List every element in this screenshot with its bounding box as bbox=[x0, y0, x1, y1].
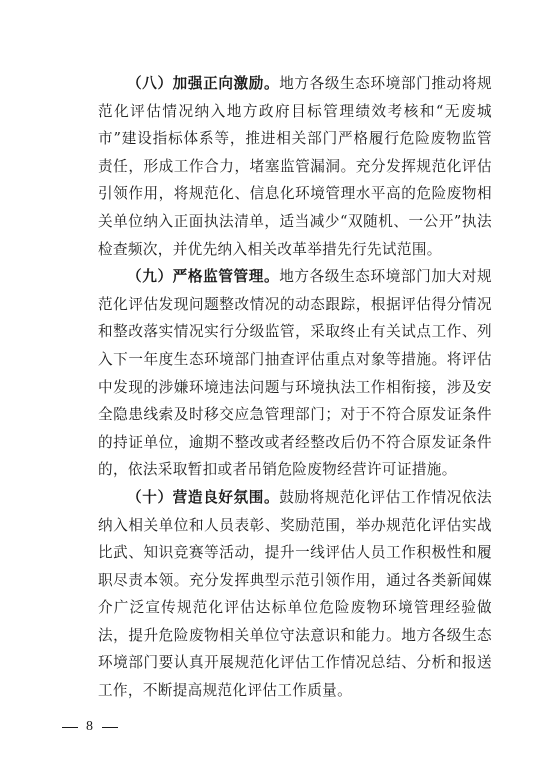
document-body bbox=[98, 70, 492, 705]
left-dash bbox=[62, 727, 78, 728]
section-9-heading: （九）严格监管管理。 bbox=[127, 268, 280, 286]
section-10-heading: （十）营造良好氛围。 bbox=[127, 488, 280, 506]
page-number: 8 bbox=[86, 719, 94, 734]
section-8-paragraph bbox=[98, 70, 492, 263]
section-8-heading: （八）加强正向激励。 bbox=[127, 75, 280, 92]
right-dash bbox=[102, 727, 118, 728]
section-10-paragraph bbox=[98, 484, 492, 705]
section-10-body: 鼓励将规范化评估工作情况依法纳入相关单位和人员表彰、奖励范围，举办规范化评估实战比武、知识竞赛等活动，提升一线评估人员工作积极性和履职尽责本领。充分发挥典型示范引领作用，通过各类新闻媒介广泛宣传规范化评估达标单位危险废物环境管理经验做法，提升危险废物相关单位守法意识和能力。地方各级生态环境部门要认真开展规范化评估工作情况总结、分析和报送工作，不断提高规范化评估工作质量。 bbox=[98, 488, 492, 700]
page-footer bbox=[62, 719, 118, 735]
section-9-body: 地方各级生态环境部门加大对规范化评估发现问题整改情况的动态跟踪，根据评估得分情况和整改落实情况实行分级监管，采取终止有关试点工作、列入下一年度生态环境部门抽查评估重点对象等措施。将评估中发现的涉嫌环境违法问题与环境执法工作相衔接，涉及安全隐患线索及时移交应急管理部门；对于不符合原发证条件的持证单位，逾期不整改或者经整改后仍不符合原发证条件的，依法采取暂扣或者吊销危险废物经营许可证措施。 bbox=[98, 268, 492, 479]
section-8-body: 地方各级生态环境部门推动将规范化评估情况纳入地方政府目标管理绩效考核和“无废城市”建设指标体系等，推进相关部门严格履行危险废物监管责任，形成工作合力，堵塞监管漏洞。充分发挥规范化评估引领作用，将规范化、信息化环境管理水平高的危险废物相关单位纳入正面执法清单，适当减少“双随机、一公开”执法检查频次，并优先纳入相关改革举措先行先试范围。 bbox=[98, 75, 492, 258]
section-9-paragraph bbox=[98, 263, 492, 484]
